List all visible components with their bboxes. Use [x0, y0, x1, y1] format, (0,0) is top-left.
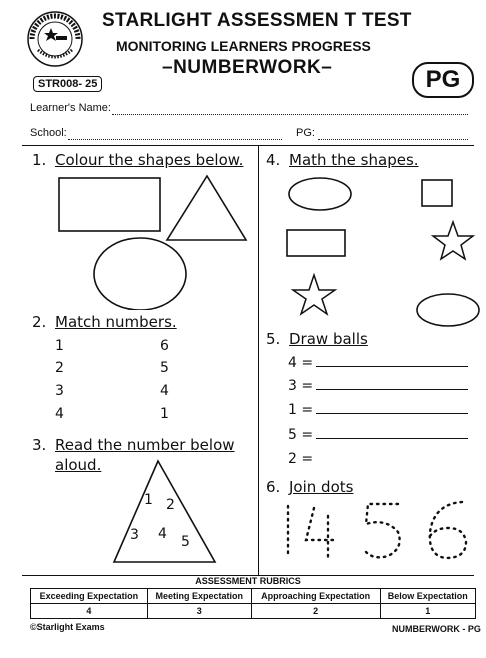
rubric-header-exceeding: Exceeding Expectation — [31, 589, 148, 604]
q5-number: 5. — [266, 330, 281, 348]
rubric-header-approaching: Approaching Expectation — [251, 589, 380, 604]
q5-line-4[interactable] — [316, 438, 468, 439]
q1-shapes — [50, 170, 260, 310]
pg-field[interactable] — [318, 139, 468, 140]
q2-number: 2. — [32, 313, 47, 331]
q5-item-1: 1 = — [288, 402, 314, 418]
school-label: School: — [30, 127, 67, 139]
q5-item-5: 5 = — [288, 427, 314, 443]
q3-number-3: 3 — [130, 527, 139, 543]
q2-right-1[interactable]: 6 — [160, 338, 169, 354]
q6-number: 6. — [266, 478, 281, 496]
q1-circle[interactable] — [94, 238, 186, 310]
q1-number: 1. — [32, 151, 47, 169]
q5-item-2: 2 = — [288, 451, 314, 467]
rubric-score-meeting: 3 — [147, 604, 251, 619]
q3-text-line2: aloud. — [55, 456, 102, 474]
q4-rect-1[interactable] — [422, 180, 452, 206]
q6-text: Join dots — [289, 478, 354, 496]
q5-item-4: 4 = — [288, 355, 314, 371]
q2-text: Match numbers. — [55, 313, 177, 331]
q4-text: Math the shapes. — [289, 151, 419, 169]
q4-oval-1[interactable] — [289, 178, 351, 210]
rubric-score-approaching: 2 — [251, 604, 380, 619]
q1-text: Colour the shapes below. — [55, 151, 244, 169]
footer-subject: NUMBERWORK - PG — [392, 624, 481, 634]
dotted-digit-5 — [366, 504, 400, 557]
q4-number: 4. — [266, 151, 281, 169]
footer-copyright: ©Starlight Exams — [30, 622, 105, 632]
q5-item-3: 3 = — [288, 378, 314, 394]
q2-left-2[interactable]: 2 — [55, 360, 64, 376]
school-field[interactable] — [68, 139, 282, 140]
q3-number-2: 2 — [166, 497, 175, 513]
q3-number: 3. — [32, 436, 47, 454]
dotted-digit-6 — [430, 502, 466, 558]
q4-shapes — [280, 170, 480, 330]
q2-left-1[interactable]: 1 — [55, 338, 64, 354]
q3-number-5: 5 — [181, 534, 190, 550]
rubric-header-meeting: Meeting Expectation — [147, 589, 251, 604]
q3-number-1: 1 — [144, 492, 153, 508]
subject-title: –NUMBERWORK– — [162, 57, 333, 78]
rubrics-title: ASSESSMENT RUBRICS — [195, 576, 301, 586]
q2-right-4[interactable]: 1 — [160, 406, 169, 422]
rubric-score-exceeding: 4 — [31, 604, 148, 619]
q4-oval-2[interactable] — [417, 294, 479, 326]
rubric-header-below: Below Expectation — [380, 589, 475, 604]
q4-star-1[interactable] — [433, 222, 473, 259]
level-badge: PG — [412, 62, 474, 98]
q5-line-2[interactable] — [316, 389, 468, 390]
q1-rectangle[interactable] — [59, 178, 160, 231]
q2-right-3[interactable]: 4 — [160, 383, 169, 399]
q2-right-2[interactable]: 5 — [160, 360, 169, 376]
q5-line-3[interactable] — [316, 413, 468, 414]
paper-code: STR008- 25 — [33, 76, 102, 92]
dotted-digit-4 — [306, 508, 338, 558]
rubric-score-below: 1 — [380, 604, 475, 619]
learner-name-field[interactable] — [112, 114, 468, 115]
starlight-logo — [26, 10, 84, 68]
pg-label: PG: — [296, 127, 315, 139]
q4-star-2[interactable] — [293, 275, 335, 314]
exam-title: STARLIGHT ASSESSMEN T TEST — [102, 10, 412, 31]
q5-text: Draw balls — [289, 330, 368, 348]
learner-name-label: Learner's Name: — [30, 102, 111, 114]
q6-dotted-numbers[interactable] — [276, 496, 476, 570]
q4-rect-2[interactable] — [287, 230, 345, 256]
exam-subtitle: MONITORING LEARNERS PROGRESS — [116, 38, 371, 54]
q1-triangle[interactable] — [167, 176, 246, 240]
q3-number-4: 4 — [158, 526, 167, 542]
q2-left-3[interactable]: 3 — [55, 383, 64, 399]
q3-triangle — [100, 458, 220, 568]
q3-text-line1: Read the number below — [55, 436, 235, 454]
rubrics-table — [30, 588, 476, 619]
q2-left-4[interactable]: 4 — [55, 406, 64, 422]
top-divider — [22, 145, 474, 146]
q5-line-1[interactable] — [316, 366, 468, 367]
